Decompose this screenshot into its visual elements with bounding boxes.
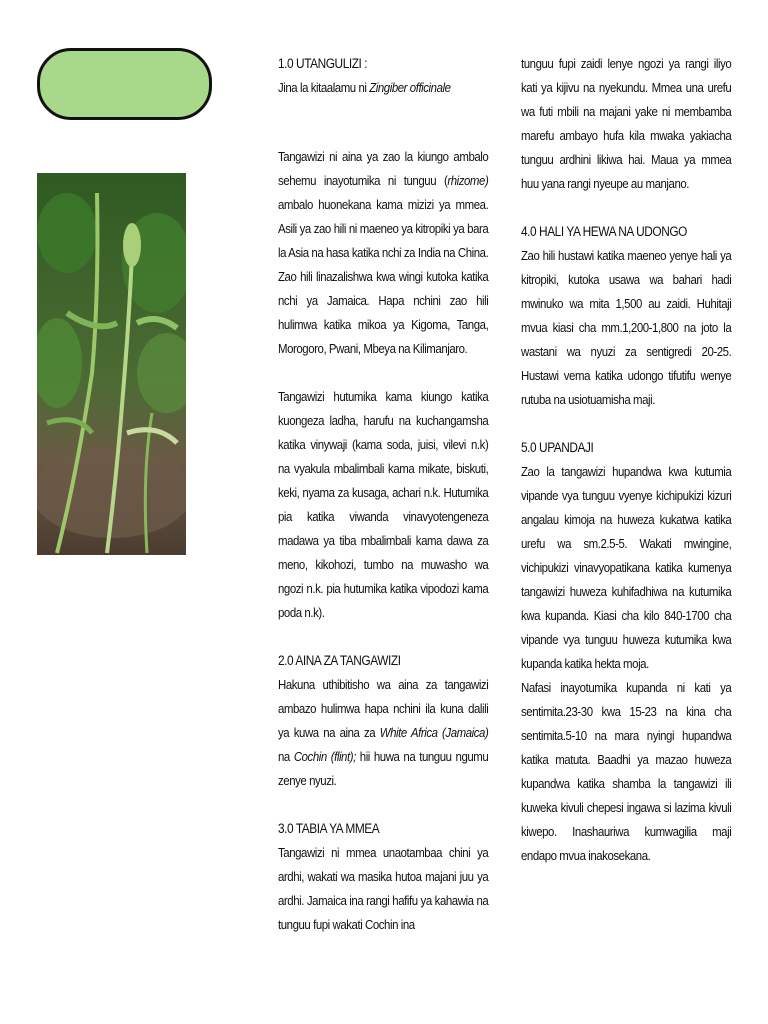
habit-paragraph: Tangawizi ni mmea unaotambaa chini ya ardhi, wakati wa masika hutoa majani juu ya ardhi. Jamaica ina rangi hafifu ya kahawia na tunguu fupi wakati Cochin ina (278, 845, 489, 932)
climate-paragraph: Zao hili hustawi katika maeneo yenye hali ya kitropiki, kutoka usawa wa bahari hadi mwinuko wa mita 1,500 au zaidi. Huhitaji mvua kiasi cha mm.1,200-1,800 na joto la wastani wa nyuzi za sentigredi 20-25. Hustawi vema katika udongo tifutifu wenye rutuba na usiotuamisha maji. (521, 248, 732, 407)
text-column-left (278, 52, 488, 937)
section-heading-intro: 1.0 UTANGULIZI : (278, 56, 368, 71)
section-heading-climate: 4.0 HALI YA HEWA NA UDONGO (521, 224, 687, 239)
types-paragraph: Hakuna uthibitisho wa aina za tangawizi ambazo hulimwa hapa nchini ila kuna dalili ya kuwa na aina za White Africa (Jamaica) na Cochin (flint); hii huwa na tunguu ngumu zenye nyuzi. (278, 677, 489, 788)
scientific-name-line: Jina la kitaalamu ni Zingiber officinale (278, 80, 451, 95)
section-heading-habit: 3.0 TABIA YA MMEA (278, 821, 380, 836)
text-column-right (521, 52, 731, 868)
planting-paragraph-2: Nafasi inayotumika kupanda ni kati ya sentimita.23-30 kwa 15-23 na kina cha sentimita.5-10 na mara nyingi hupandwa katika matuta. Baadhi ya mazao huweza kupandwa katika shamba la tangawizi ili kuweka kivuli chepesi ingawa si lazima kivuli kiwepo. Inashauriwa kumwagilia maji endapo mvua inakosekana. (521, 680, 732, 863)
ginger-plant-icon (37, 173, 186, 555)
intro-paragraph-2: Tangawizi hutumika kama kiungo katika kuongeza ladha, harufu na kuchangamsha katika vinywaji (kama soda, juisi, vilevi n.k) na vyakula mbalimbali kama mikate, biskuti, keki, nyama za kusaga, achari n.k. Hutumika pia katika viwanda vinavyotengeneza madawa ya tiba mbalimbali kama dawa za meno, kikohozi, tumbo na muwasho wa ngozi n.k. pia hutumika katika vipodozi kama poda n.k). (278, 389, 489, 620)
section-heading-planting: 5.0 UPANDAJI (521, 440, 594, 455)
planting-paragraph-1: Zao la tangawizi hupandwa kwa kutumia vipande vya tunguu vyenye kichipukizi kizuri angalau kimoja na huweza kukatwa katika urefu wa sm.2.5-5. Wakati mwingine, vichipukizi vinavyopatikana katika kumenya tangawizi huweza kuhifadhiwa na kutumika kwa kupanda. Kiasi cha kilo 840-1700 cha vipande vya tunguu huweza kutumika kwa kupanda katika hekta moja. (521, 464, 732, 671)
section-heading-types: 2.0 AINA ZA TANGAWIZI (278, 653, 401, 668)
title-badge (37, 48, 212, 120)
intro-paragraph-1: Tangawizi ni aina ya zao la kiungo ambalo sehemu inayotumika ni tunguu (rhizome) ambalo huonekana kama mizizi ya mmea. Asili ya zao hili ni maeneo ya kitropiki ya bara la Asia na hasa katika nchi za India na China. Zao hili linazalishwa kwa wingi kutoka katika nchi ya Jamaica. Hapa nchini zao hili hulimwa katika mikoa ya Kigoma, Tanga, Morogoro, Pwani, Mbeya na Kilimanjaro. (278, 149, 489, 356)
ginger-plant-photo (37, 173, 186, 555)
habit-paragraph-continued: tunguu fupi zaidi lenye ngozi ya rangi iliyo kati ya kijivu na nyekundu. Mmea una urefu wa futi mbili na majani yake ni membamba marefu ambayo hufa kila mwaka yakiacha tunguu ardhini likiwa hai. Maua ya mmea huu yana rangi nyeupe au manjano. (521, 56, 732, 191)
